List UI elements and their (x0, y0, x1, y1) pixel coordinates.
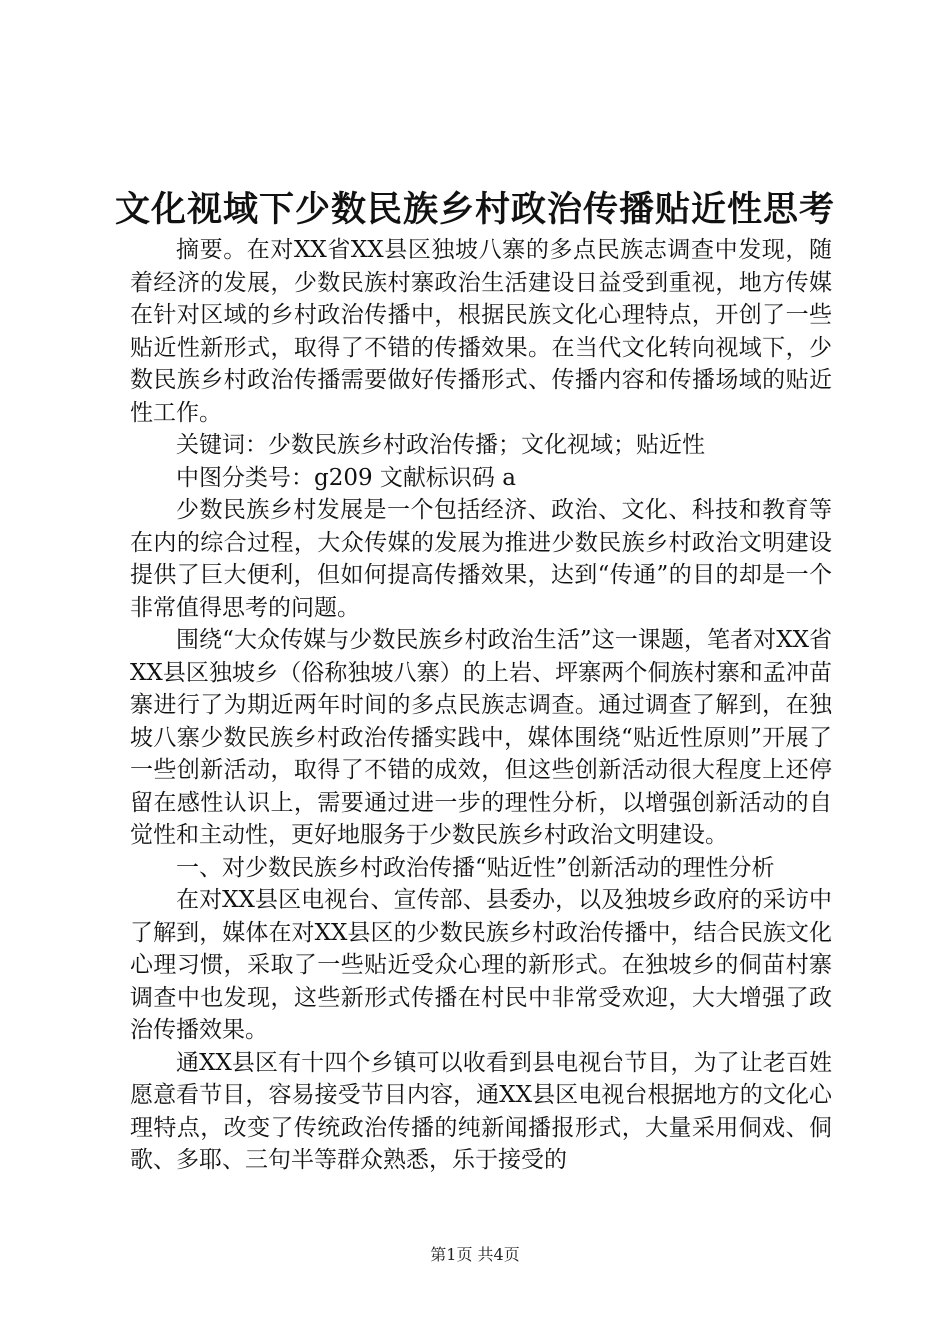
page-number-footer: 第1页 共4页 (430, 1245, 520, 1264)
keywords-paragraph: 关键词：少数民族乡村政治传播；文化视域；贴近性 (176, 432, 705, 458)
body-paragraph: 围绕“大众传媒与少数民族乡村政治生活”这一课题，笔者对XX省XX县区独坡乡（俗称独坡八寨）的上岩、坪寨两个侗族村寨和孟冲苗寨进行了为期近两年时间的多点民族志调查。通过调查了解到，在独坡八寨少数民族乡村政治传播实践中，媒体围绕“贴近性原则”开展了一些创新活动，取得了不错的成效，但这些创新活动很大程度上还停留在感性认识上，需要通过进一步的理性分析，以增强创新活动的自觉性和主动性，更好地服务于少数民族乡村政治文明建设。 (130, 627, 832, 848)
classification-paragraph: 中图分类号：g209 文献标识码 a (176, 464, 516, 491)
section-heading: 一、对少数民族乡村政治传播“贴近性”创新活动的理性分析 (176, 854, 775, 881)
body-paragraph: 通XX县区有十四个乡镇可以收看到县电视台节目，为了让老百姓愿意看节目，容易接受节目内容，通XX县区电视台根据地方的文化心理特点，改变了传统政治传播的纯新闻播报形式，大量采用侗戏、侗歌、多耶、三句半等群众熟悉，乐于接受的 (130, 1049, 832, 1173)
document-body (130, 234, 832, 1177)
abstract-paragraph: 摘要。在对XX省XX县区独坡八寨的多点民族志调查中发现，随着经济的发展，少数民族村寨政治生活建设日益受到重视，地方传媒在针对区域的乡村政治传播中，根据民族文化心理特点，开创了一些贴近性新形式，取得了不错的传播效果。在当代文化转向视域下，少数民族乡村政治传播需要做好传播形式、传播内容和传播场域的贴近性工作。 (130, 237, 832, 426)
body-paragraph: 少数民族乡村发展是一个包括经济、政治、文化、科技和教育等在内的综合过程，大众传媒的发展为推进少数民族乡村政治文明建设提供了巨大便利，但如何提高传播效果，达到“传通”的目的却是一个非常值得思考的问题。 (130, 497, 832, 621)
document-title: 文化视域下少数民族乡村政治传播贴近性思考 (114, 189, 835, 230)
body-paragraph: 在对XX县区电视台、宣传部、县委办，以及独坡乡政府的采访中了解到，媒体在对XX县区的少数民族乡村政治传播中，结合民族文化心理习惯，采取了一些贴近受众心理的新形式。在独坡乡的侗苗村寨调查中也发现，这些新形式传播在村民中非常受欢迎，大大增强了政治传播效果。 (130, 887, 832, 1043)
